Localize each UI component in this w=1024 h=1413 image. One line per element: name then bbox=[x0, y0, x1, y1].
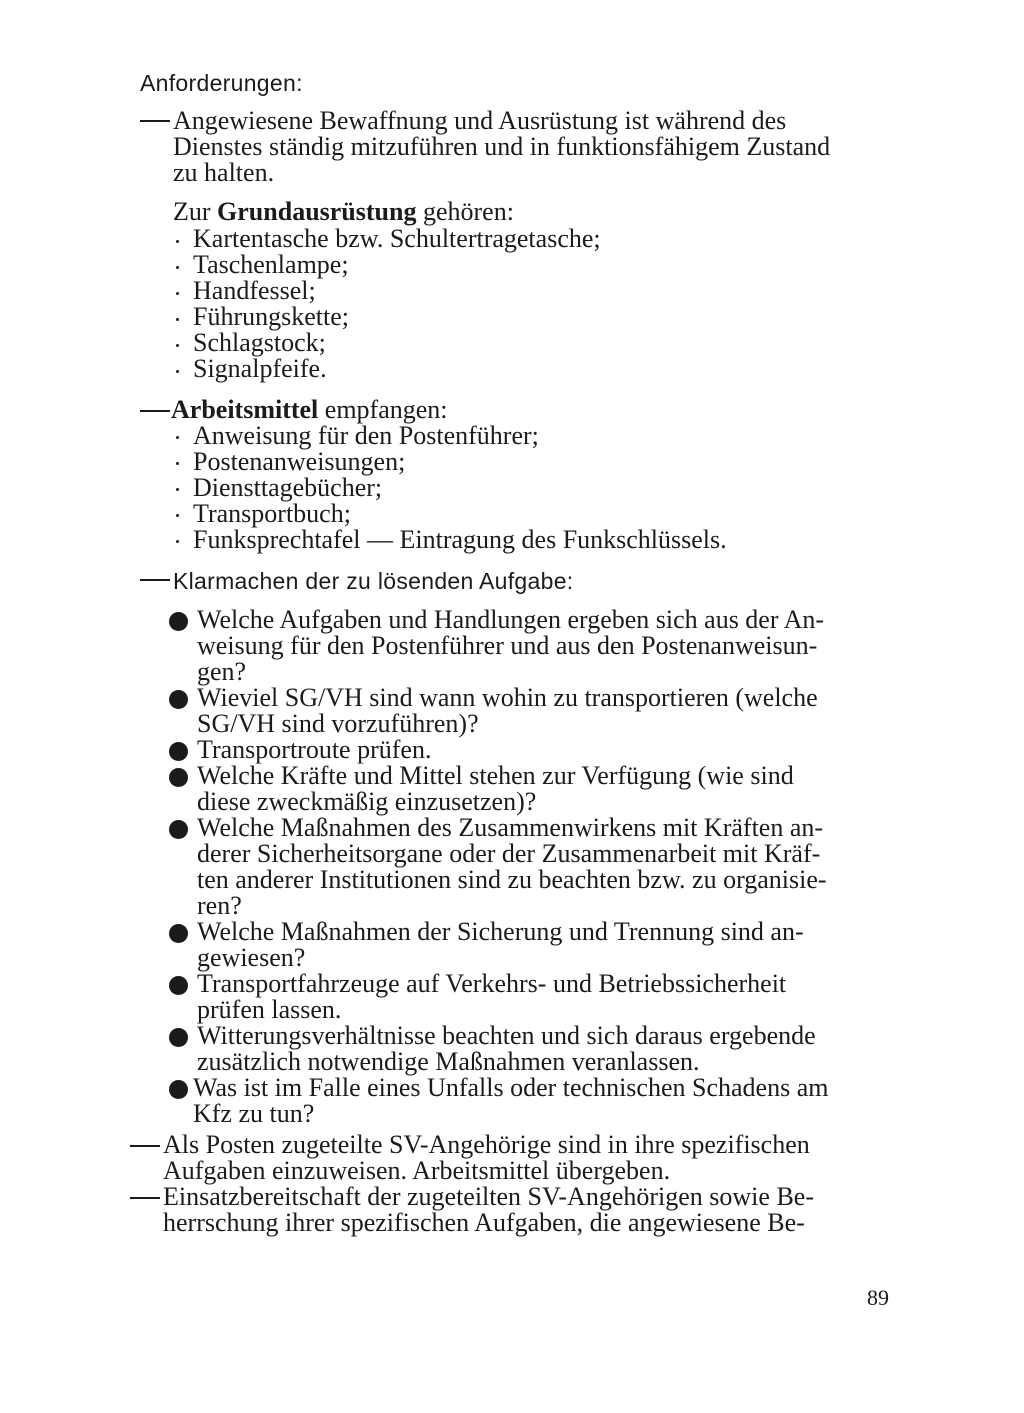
task-line: ren? bbox=[197, 891, 242, 920]
task-line: Was ist im Falle eines Unfalls oder technischen Schadens am bbox=[193, 1073, 829, 1102]
work-material-item: Funksprechtafel — Eintragung des Funkschlüssels. bbox=[193, 525, 727, 554]
work-material-item: Postenanweisungen; bbox=[193, 447, 406, 476]
task-line: Welche Maßnahmen der Sicherung und Trennung sind an- bbox=[197, 917, 804, 946]
task-line: Transportfahrzeuge auf Verkehrs- und Betriebssicherheit bbox=[197, 969, 787, 998]
task-line: Transportroute prüfen. bbox=[197, 735, 432, 764]
item1-line-2: Dienstes ständig mitzuführen und in funktionsfähigem Zustand bbox=[173, 132, 831, 161]
task-line: prüfen lassen. bbox=[197, 995, 342, 1024]
item4-line-1: Als Posten zugeteilte SV-Angehörige sind in ihre spezifischen bbox=[163, 1130, 810, 1159]
task-line: Wieviel SG/VH sind wann wohin zu transportieren (welche bbox=[197, 683, 818, 712]
equipment-item: Taschenlampe; bbox=[193, 250, 349, 279]
arbeitsmittel-intro: Arbeitsmittel empfangen: bbox=[171, 395, 448, 424]
task-line: diese zweckmäßig einzusetzen)? bbox=[197, 787, 537, 816]
task-line: SG/VH sind vorzuführen)? bbox=[197, 709, 479, 738]
list-dot bbox=[176, 292, 179, 295]
equipment-item: Kartentasche bzw. Schultertragetasche; bbox=[193, 224, 601, 253]
list-dot bbox=[176, 514, 179, 517]
grundausruestung-intro: Zur Grundausrüstung gehören: bbox=[173, 197, 514, 226]
task-line: Welche Aufgaben und Handlungen ergeben sich aus der An- bbox=[197, 605, 825, 634]
list-dot bbox=[176, 540, 179, 543]
list-dot bbox=[176, 462, 179, 465]
list-dot bbox=[176, 436, 179, 439]
task-line: gen? bbox=[197, 657, 247, 686]
equipment-item: Schlagstock; bbox=[193, 328, 326, 357]
item1-line-3: zu halten. bbox=[173, 158, 275, 187]
equipment-item: Signalpfeife. bbox=[193, 354, 327, 383]
list-dot bbox=[176, 240, 179, 243]
task-line: Witterungsverhältnisse beachten und sich daraus ergebende bbox=[197, 1021, 816, 1050]
task-line: Welche Kräfte und Mittel stehen zur Verfügung (wie sind bbox=[197, 761, 794, 790]
item4-line-2: Aufgaben einzuweisen. Arbeitsmittel übergeben. bbox=[163, 1156, 671, 1185]
task-line: Welche Maßnahmen des Zusammenwirkens mit Kräften an- bbox=[197, 813, 824, 842]
item1-line-1: Angewiesene Bewaffnung und Ausrüstung ist während des bbox=[173, 106, 787, 135]
task-line: ten anderer Institutionen sind zu beachten bzw. zu organisie- bbox=[197, 865, 827, 894]
list-dot bbox=[176, 370, 179, 373]
bullet-marker bbox=[169, 820, 188, 839]
task-line: weisung für den Postenführer und aus den Postenanweisun- bbox=[197, 631, 818, 660]
bullet-marker bbox=[169, 924, 188, 943]
task-line: derer Sicherheitsorgane oder der Zusammenarbeit mit Kräf- bbox=[197, 839, 821, 868]
bullet-marker bbox=[169, 742, 188, 761]
bullet-marker bbox=[169, 976, 188, 995]
bullet-marker bbox=[169, 612, 188, 631]
equipment-item: Führungskette; bbox=[193, 302, 349, 331]
task-line: zusätzlich notwendige Maßnahmen veranlassen. bbox=[197, 1047, 700, 1076]
dash-marker bbox=[140, 120, 170, 122]
dash-marker bbox=[130, 1197, 160, 1199]
section-heading: Anforderungen: bbox=[140, 70, 303, 96]
bullet-marker bbox=[169, 690, 188, 709]
bullet-marker bbox=[169, 1028, 188, 1047]
bullet-marker bbox=[169, 1080, 188, 1099]
equipment-item: Handfessel; bbox=[193, 276, 316, 305]
list-dot bbox=[176, 344, 179, 347]
list-dot bbox=[176, 318, 179, 321]
page-number: 89 bbox=[867, 1285, 889, 1310]
item5-line-2: herrschung ihrer spezifischen Aufgaben, die angewiesene Be- bbox=[163, 1208, 805, 1237]
list-dot bbox=[176, 488, 179, 491]
task-line: gewiesen? bbox=[197, 943, 306, 972]
dash-marker bbox=[130, 1145, 160, 1147]
item3-title: Klarmachen der zu lösenden Aufgabe: bbox=[173, 568, 574, 594]
item5-line-1: Einsatzbereitschaft der zugeteilten SV-Angehörigen sowie Be- bbox=[163, 1182, 814, 1211]
dash-marker bbox=[140, 579, 170, 581]
work-material-item: Diensttagebücher; bbox=[193, 473, 383, 502]
work-material-item: Anweisung für den Postenführer; bbox=[193, 421, 539, 450]
work-material-item: Transportbuch; bbox=[193, 499, 351, 528]
bullet-marker bbox=[169, 768, 188, 787]
list-dot bbox=[176, 266, 179, 269]
task-line: Kfz zu tun? bbox=[193, 1099, 315, 1128]
dash-marker bbox=[140, 410, 170, 412]
